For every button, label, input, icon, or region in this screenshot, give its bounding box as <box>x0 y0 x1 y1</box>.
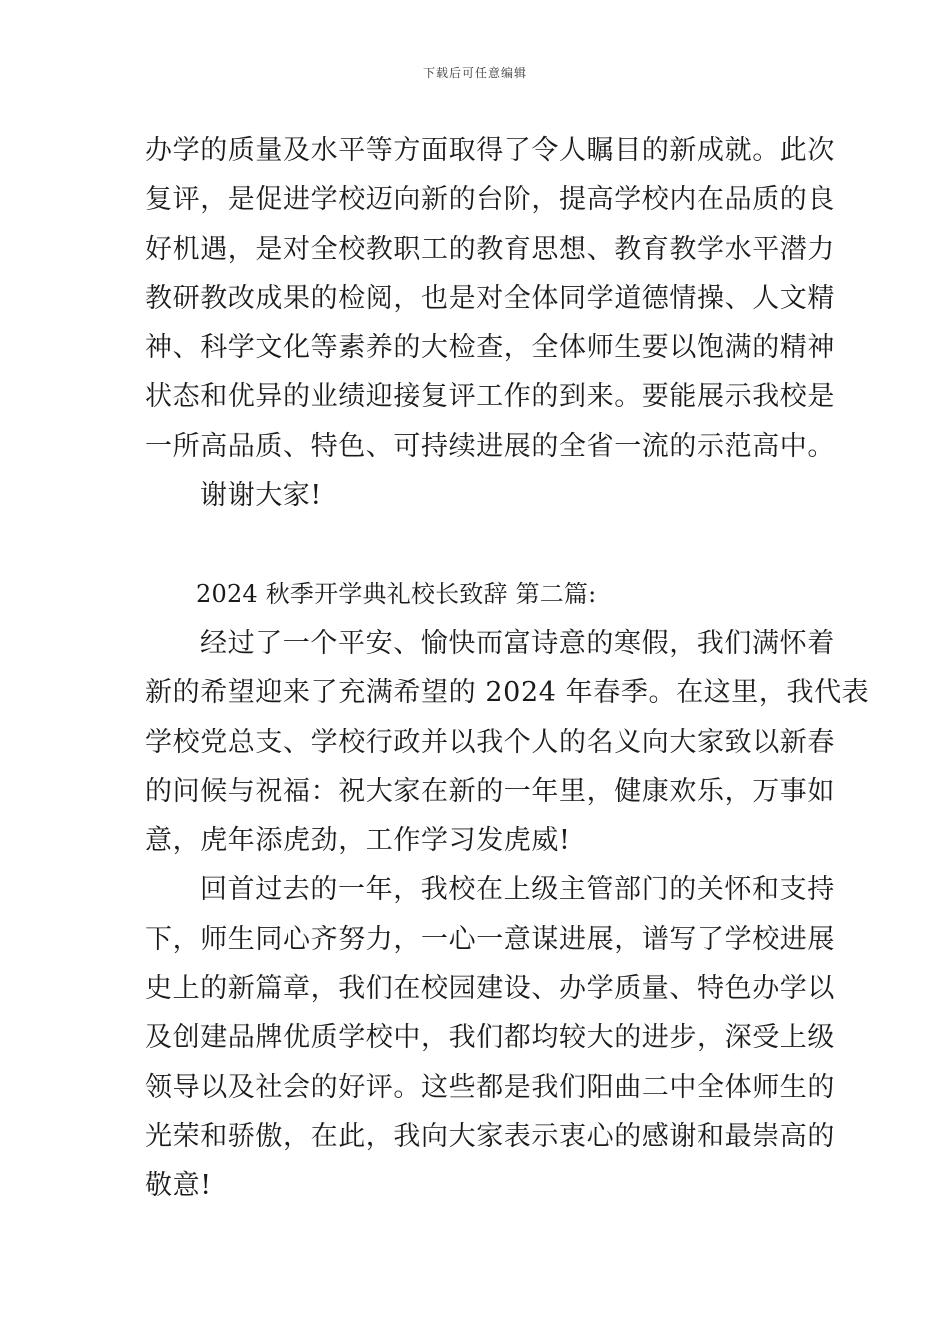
paragraph-line: 学校党总支、学校行政并以我个人的名义向大家致以新春 <box>145 726 835 758</box>
paragraph-line: 敬意! <box>145 1170 212 1202</box>
text-line: 办学的质量及水平等方面取得了令人瞩目的新成就。此次 <box>145 135 835 166</box>
section-gap <box>145 520 813 569</box>
paragraph-line: 经过了一个平安、愉快而富诗意的寒假，我们满怀着 <box>200 627 835 659</box>
paragraph-line: 的问候与祝福：祝大家在新的一年里，健康欢乐，万事如 <box>145 775 835 807</box>
paragraph-line: 下，师生同心齐努力，一心一意谋进展，谱写了学校进展 <box>145 923 835 955</box>
header-note: 下载后可任意编辑 <box>422 66 527 80</box>
text-line: 一所高品质、特色、可持续进展的全省一流的示范高中。 <box>145 430 835 462</box>
closing-line: 谢谢大家! <box>200 480 322 512</box>
paragraph-line: 领导以及社会的好评。这些都是我们阳曲二中全体师生的 <box>145 1071 835 1103</box>
section-title: 2024 秋季开学典礼校长致辞 第二篇: <box>196 579 597 608</box>
paragraph-line: 光荣和骄傲，在此，我向大家表示衷心的感谢和最崇高的 <box>145 1120 835 1152</box>
paragraph-line: 新的希望迎来了充满希望的 2024 年春季。在这里，我代表 <box>145 677 870 709</box>
paragraph-line: 回首过去的一年，我校在上级主管部门的关怀和支持 <box>200 874 835 906</box>
text-line: 状态和优异的业绩迎接复评工作的到来。要能展示我校是 <box>145 381 835 413</box>
text-line: 好机遇，是对全校教职工的教育思想、教育教学水平潜力 <box>145 233 835 265</box>
paragraph-line: 史上的新篇章，我们在校园建设、办学质量、特色办学以 <box>145 973 835 1005</box>
text-line: 神、科学文化等素养的大检查，全体师生要以饱满的精神 <box>145 332 835 364</box>
document-body <box>145 126 870 1211</box>
text-line: 复评，是促进学校迈向新的台阶，提高学校内在品质的良 <box>145 184 835 216</box>
paragraph-line: 意，虎年添虎劲，工作学习发虎威! <box>145 825 571 857</box>
text-line: 教研教改成果的检阅，也是对全体同学道德情操、人文精 <box>145 282 835 314</box>
paragraph-line: 及创建品牌优质学校中，我们都均较大的进步，深受上级 <box>145 1022 835 1054</box>
